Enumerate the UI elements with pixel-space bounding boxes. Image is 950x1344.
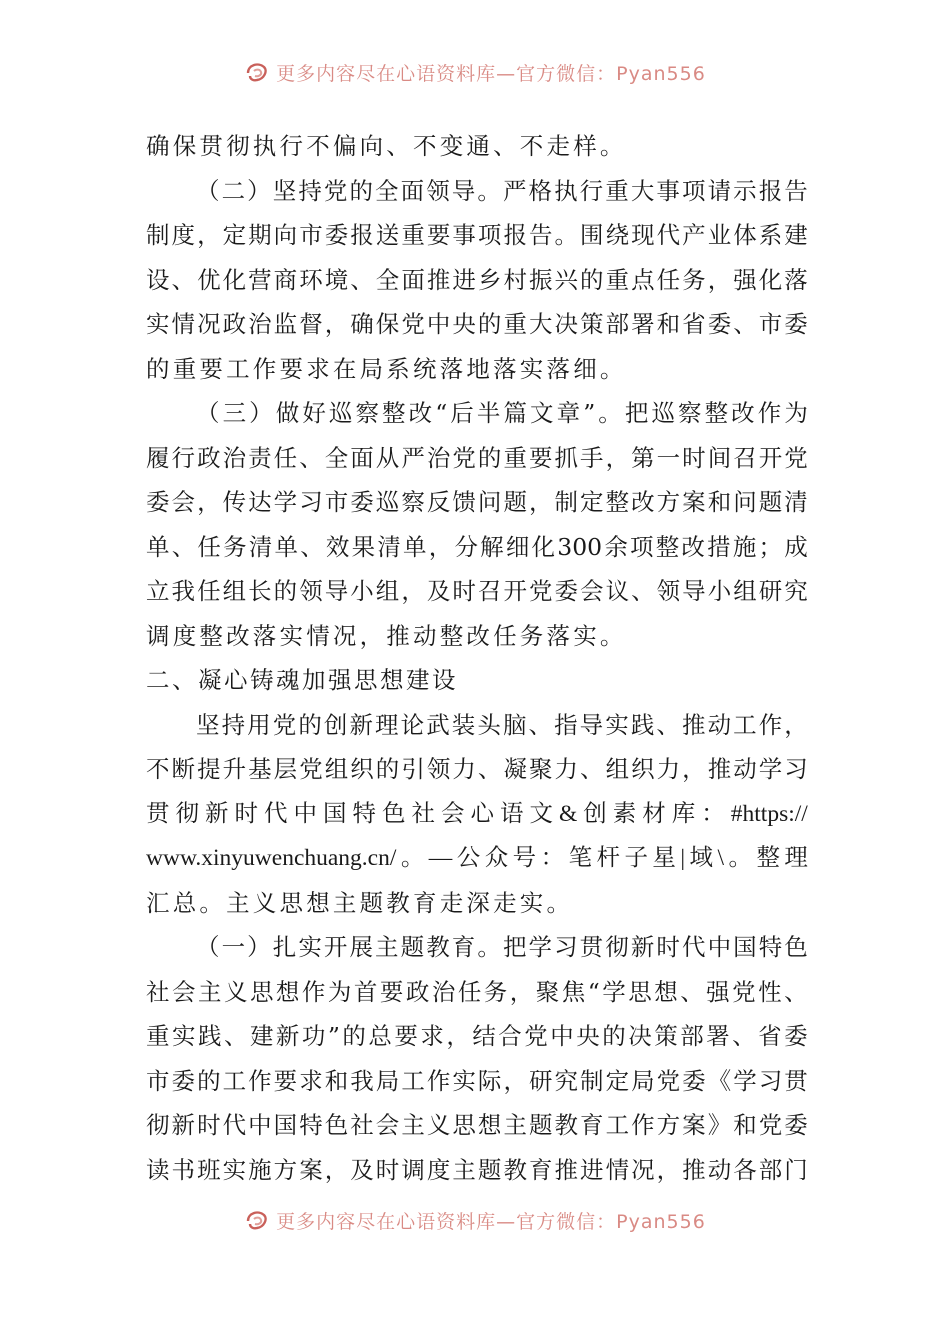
text-line: 汇总。主义思想主题教育走深走实。: [146, 888, 574, 917]
text-line: 贯 彻 新 时 代 中 国 特 色 社 会 心 语 文 & 创 素 材 库 ： #https://: [146, 800, 808, 827]
watermark-text: 更多内容尽在心语资料库—官方微信：Pyan556: [276, 62, 706, 85]
text-line: 坚 持 用 党 的 创 新 理 论 武 装 头 脑 、 指 导 实 践 、 推 动 工 作 ，: [196, 710, 808, 739]
text-line: （ 一 ） 扎 实 开 展 主 题 教 育 。 把 学 习 贯 彻 新 时 代 中 国 特 色: [196, 933, 808, 961]
text-line: 不 断 提 升 基 层 党 组 织 的 引 领 力 、 凝 聚 力 、 组 织 力 ， 推 动 学 习: [146, 755, 808, 783]
text-line: （ 二 ） 坚 持 党 的 全 面 领 导 。 严 格 执 行 重 大 事 项 请 示 报 告: [196, 176, 808, 205]
text-line: 立 我 任 组 长 的 领 导 小 组 ， 及 时 召 开 党 委 会 议 、 领 导 小 组 研 究: [146, 577, 808, 605]
text-line: 读 书 班 实 施 方 案 ， 及 时 调 度 主 题 教 育 推 进 情 况 ， 推 动 各 部 门: [146, 1155, 808, 1184]
text-line: 单 、 任 务 清 单 、 效 果 清 单 ， 分 解 细 化 300 余 项 整 改 措 施 ； 成: [146, 532, 808, 561]
text-line: 确保贯彻执行不偏向、不变通、不走样。: [146, 132, 627, 160]
text-line: 重 实 践 、 建 新 功 ” 的 总 要 求 ， 结 合 党 中 央 的 决 策 部 署 、 省 委: [146, 1022, 808, 1050]
text-line: 设 、 优 化 营 商 环 境 、 全 面 推 进 乡 村 振 兴 的 重 点 任 务 ， 强 化 落: [146, 265, 808, 294]
text-line: 市 委 的 工 作 要 求 和 我 局 工 作 实 际 ， 研 究 制 定 局 党 委 《 学 习 贯: [146, 1066, 808, 1095]
text-line: 的重要工作要求在局系统落地落实落细。: [146, 354, 627, 383]
watermark-text: 更多内容尽在心语资料库—官方微信：Pyan556: [276, 1210, 706, 1233]
text-line: 制 度 ， 定 期 向 市 委 报 送 重 要 事 项 报 告 。 围 绕 现 代 产 业 体 系 建: [146, 221, 808, 249]
watermark-logo-icon: [244, 59, 270, 85]
text-line: 委 会 ， 传 达 学 习 市 委 巡 察 反 馈 问 题 ， 制 定 整 改 方 案 和 问 题 清: [146, 488, 808, 516]
footer-watermark: [0, 1200, 950, 1240]
text-line: 实 情 况 政 治 监 督 ， 确 保 党 中 央 的 重 大 决 策 部 署 和 省 委 、 市 委: [146, 310, 808, 338]
text-line: （ 三 ） 做 好 巡 察 整 改 “ 后 半 篇 文 章 ” 。 把 巡 察 整 改 作 为: [196, 399, 808, 427]
text-line: 社 会 主 义 思 想 作 为 首 要 政 治 任 务 ， 聚 焦 “ 学 思 想 、 强 党 性 、: [146, 977, 808, 1006]
text-line: 调度整改落实情况，推动整改任务落实。: [146, 621, 627, 650]
watermark-logo-icon: [244, 1207, 270, 1233]
document-body: [146, 124, 808, 1192]
section-heading: 二、凝心铸魂加强思想建设: [146, 666, 458, 694]
text-line: www.xinyuwenchuang.cn/ 。 — 公 众 号 ： 笔 杆 子 星 | 域 \ 。 整 理: [146, 845, 808, 871]
text-line: 履 行 政 治 责 任 、 全 面 从 严 治 党 的 重 要 抓 手 ， 第 一 时 间 召 开 党: [146, 443, 808, 472]
text-line: 彻 新 时 代 中 国 特 色 社 会 主 义 思 想 主 题 教 育 工 作 方 案 》 和 党 委: [146, 1111, 808, 1139]
header-watermark: [0, 52, 950, 92]
